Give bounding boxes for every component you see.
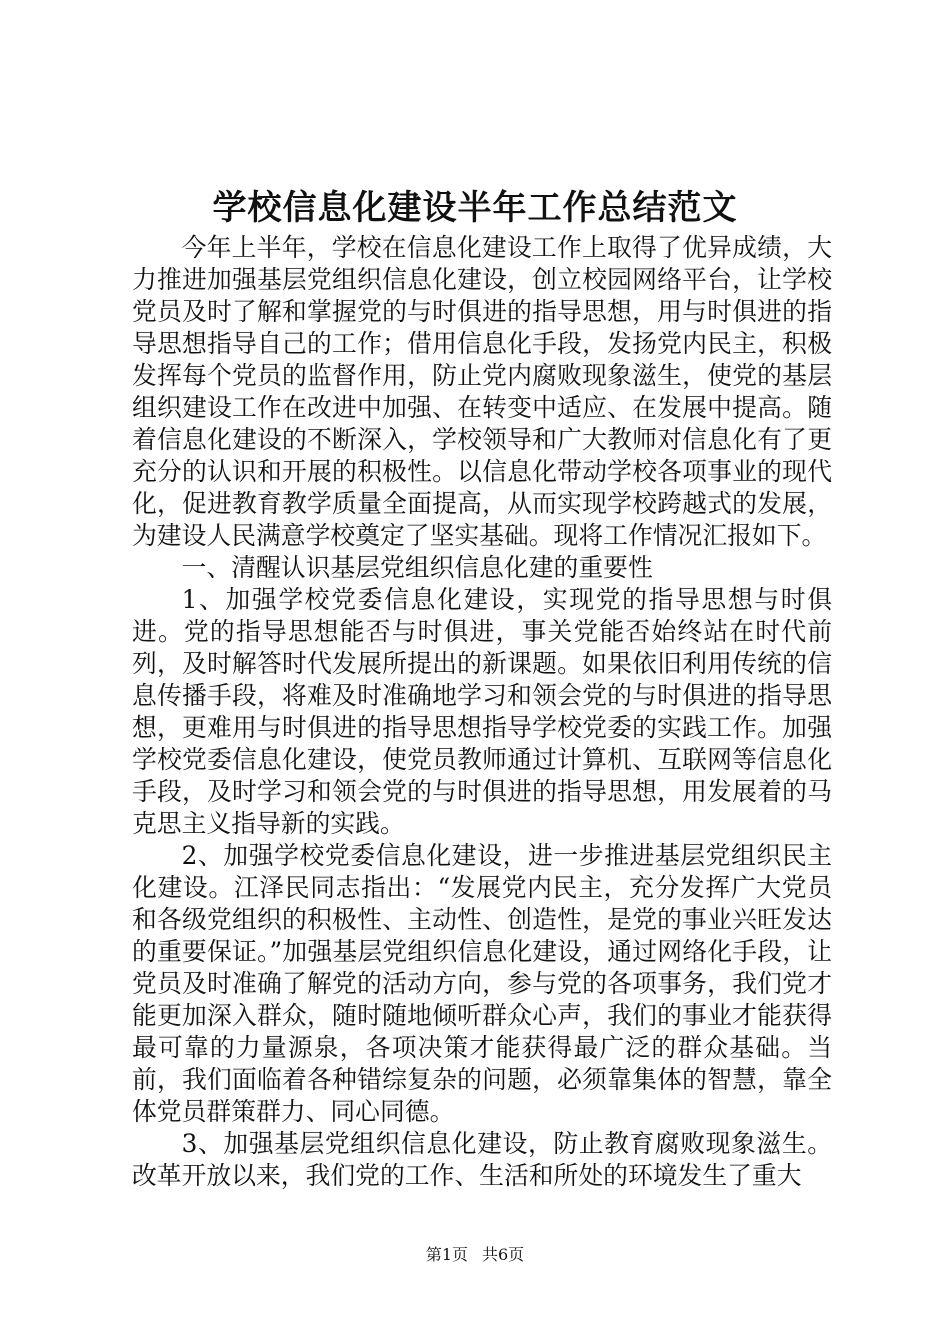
section-heading-1: 一、清醒认识基层党组织信息化建的重要性 bbox=[181, 553, 653, 582]
paragraph-point-2: 2、加强学校党委信息化建设，进一步推进基层党组织民主化建设。江泽民同志指出：“发展党内民主，充分发挥广大党员和各级党组织的积极性、主动性、创造性，是党的事业兴旺发达的重要保证。”加强基层党组织信息化建设，通过网络化手段，让党员及时准确了解党的活动方向，参与党的各项事务，我们党才能更加深入群众，随时随地倾听群众心声，我们的事业才能获得最可靠的力量源泉，各项决策才能获得最广泛的群众基础。当前，我们面临着各种错综复杂的问题，必须靠集体的智慧，靠全体党员群策群力、同心同德。 bbox=[132, 841, 832, 1126]
page-number: 第1页 bbox=[425, 1245, 468, 1264]
document-title: 学校信息化建设半年工作总结范文 bbox=[212, 188, 738, 228]
paragraph-point-3: 3、加强基层党组织信息化建设，防止教育腐败现象滋生。改革开放以来，我们党的工作、生活和所处的环境发生了重大 bbox=[132, 1129, 832, 1190]
document-body bbox=[132, 232, 832, 1192]
paragraph-point-1: 1、加强学校党委信息化建设，实现党的指导思想与时俱进。党的指导思想能否与时俱进，事关党能否始终站在时代前列，及时解答时代发展所提出的新课题。如果依旧利用传统的信息传播手段，将难及时准确地学习和领会党的与时俱进的指导思想，更难用与时俱进的指导思想指导学校党委的实践工作。加强学校党委信息化建设，使党员教师通过计算机、互联网等信息化手段，及时学习和领会党的与时俱进的指导思想，用发展着的马克思主义指导新的实践。 bbox=[132, 585, 832, 838]
page-count: 共6页 bbox=[482, 1245, 525, 1264]
page-footer bbox=[0, 1244, 950, 1266]
paragraph-intro: 今年上半年，学校在信息化建设工作上取得了优异成绩，大力推进加强基层党组织信息化建设，创立校园网络平台，让学校党员及时了解和掌握党的与时俱进的指导思想，用与时俱进的指导思想指导自己的工作；借用信息化手段，发扬党内民主，积极发挥每个党员的监督作用，防止党内腐败现象滋生，使党的基层组织建设工作在改进中加强、在转变中适应、在发展中提高。随着信息化建设的不断深入，学校领导和广大教师对信息化有了更充分的认识和开展的积极性。以信息化带动学校各项事业的现代化，促进教育教学质量全面提高，从而实现学校跨越式的发展，为建设人民满意学校奠定了坚实基础。现将工作情况汇报如下。 bbox=[132, 233, 832, 550]
